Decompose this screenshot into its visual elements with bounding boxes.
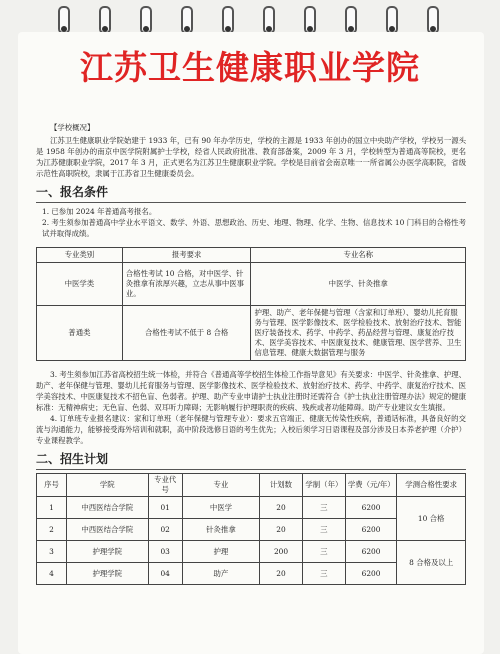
table-cell: 合格性考试不低于 8 合格 xyxy=(122,306,251,361)
table-header-cell: 专业类别 xyxy=(37,248,123,263)
table-header-cell: 学院 xyxy=(67,474,149,497)
section-heading-requirements: 一、报名条件 xyxy=(36,185,109,199)
table-header-cell: 学测合格性要求 xyxy=(397,474,466,497)
table-header-cell: 序号 xyxy=(37,474,67,497)
table-cell: 02 xyxy=(148,519,182,541)
binder-ring xyxy=(263,6,275,34)
requirement-item: 2. 考生须参加普通高中学业水平语文、数学、外语、思想政治、历史、地理、物理、化学、生物、信息技术 10 门科目的合格性考试并取得成绩。 xyxy=(42,218,466,238)
table-cell: 中西医结合学院 xyxy=(67,497,149,519)
table-header-cell: 学费（元/年） xyxy=(345,474,396,497)
binder-ring xyxy=(222,6,234,34)
page-title: 江苏卫生健康职业学院 xyxy=(80,48,420,87)
requirement-note: 3. 考生须参加江苏省高校招生统一体检，并符合《普通高等学校招生体检工作指导意见》有关要求：中医学、针灸推拿、护理、助产、老年保健与管理、婴幼儿托育服务与管理、医学影像技术、医学检验技术、放射治疗技术、药学、中药学、康复治疗技术、医学美容技术、中医康复技术不招色盲、色弱者。护理、助产专业申请护士执业注册时还需符合《护士执业注册管理办法》规定的健康标准：无精神病史；无色盲、色弱、双耳听力障碍；无影响履行护理职责的疾病、残疾或者功能障碍。助产专业建议女生填报。 xyxy=(36,370,466,412)
binder-ring xyxy=(181,6,193,34)
requirement-item: 1. 已参加 2024 年普通高考报名。 xyxy=(42,207,157,216)
requirement-note: 4. 订单班专业报名建议：家和订单班（老年保健与管理专业）：要求五官端正、健康无传染性疾病，普通话标准，具备良好的交流与沟通能力，能够接受海外培训和就职，高中阶段选修日语的考生优先；入校后须学习日语课程及部分涉及日本养老护理（介护）专业课程教学。 xyxy=(36,414,466,445)
table-header-row xyxy=(37,248,466,263)
table-cell: 三 xyxy=(302,541,345,563)
table-header-cell: 计划数 xyxy=(260,474,303,497)
binder-ring xyxy=(140,6,152,34)
table-cell: 1 xyxy=(37,497,67,519)
table-cell: 中西医结合学院 xyxy=(67,519,149,541)
table-cell: 护理学院 xyxy=(67,541,149,563)
table-cell: 6200 xyxy=(345,519,396,541)
table-cell: 04 xyxy=(148,563,182,585)
table-cell: 中医学 xyxy=(182,497,259,519)
table-header-cell: 报考要求 xyxy=(122,248,251,263)
table-row xyxy=(37,263,466,306)
table-cell: 8 合格及以上 xyxy=(397,541,466,585)
table-cell: 合格性考试 10 合格，对中医学、针灸推拿有浓厚兴趣，立志从事中医事业。 xyxy=(122,263,251,306)
table-cell: 01 xyxy=(148,497,182,519)
intro-label: 【学校概况】 xyxy=(50,123,95,132)
table-header-row xyxy=(37,474,466,497)
binder-ring xyxy=(427,6,439,34)
table-cell: 中医学类 xyxy=(37,263,123,306)
table-cell: 03 xyxy=(148,541,182,563)
table-cell: 20 xyxy=(260,519,303,541)
table-header-cell: 学制（年） xyxy=(302,474,345,497)
table-header-cell: 专业名称 xyxy=(251,248,466,263)
table-cell: 2 xyxy=(37,519,67,541)
table-header-cell: 专业 xyxy=(182,474,259,497)
table-cell: 6200 xyxy=(345,563,396,585)
table-cell: 20 xyxy=(260,497,303,519)
binder-ring xyxy=(304,6,316,34)
table-cell: 20 xyxy=(260,563,303,585)
table-cell: 三 xyxy=(302,497,345,519)
table-row xyxy=(37,541,466,563)
table-cell: 护理学院 xyxy=(67,563,149,585)
table-cell: 三 xyxy=(302,563,345,585)
table-cell: 护理、助产、老年保健与管理（含家和订单班）、婴幼儿托育服务与管理、医学影像技术、医学检验技术、放射治疗技术、智能医疗装备技术、药学、中药学、药品经营与管理、康复治疗技术、医学美容技术、中医康复技术、健康管理、医学营养、卫生信息管理、健康大数据管理与服务 xyxy=(251,306,466,361)
binder-ring xyxy=(58,6,70,34)
intro-paragraph: 江苏卫生健康职业学院始建于 1933 年，已有 90 年办学历史，学校的主源是 1933 年创办的国立中央助产学校，学校另一源头是 1958 年创办的南京中医学院附属护士学校，经省人民政府批准、教育部备案，2009 年 3 月，学校转型为普通高等院校，更名为江苏健康职业学院，2017 年 3 月，正式更名为江苏卫生健康职业学院。学校是目前省会南京唯一一所省属公办医学高职院，省级示范性高职院校，隶属于江苏省卫生健康委员会。 xyxy=(36,136,466,178)
enrollment-plan-table xyxy=(36,473,466,585)
section-heading-plan: 二、招生计划 xyxy=(36,452,109,466)
binder-ring xyxy=(99,6,111,34)
table-cell: 针灸推拿 xyxy=(182,519,259,541)
table-row xyxy=(37,497,466,519)
table-cell: 中医学、针灸推拿 xyxy=(251,263,466,306)
table-cell: 三 xyxy=(302,519,345,541)
table-cell: 3 xyxy=(37,541,67,563)
table-cell: 4 xyxy=(37,563,67,585)
table-cell: 10 合格 xyxy=(397,497,466,541)
table-cell: 200 xyxy=(260,541,303,563)
table-cell: 助产 xyxy=(182,563,259,585)
section-divider xyxy=(36,202,466,203)
table-cell: 普通类 xyxy=(37,306,123,361)
requirements-table xyxy=(36,247,466,361)
binder-ring xyxy=(386,6,398,34)
table-row xyxy=(37,306,466,361)
table-cell: 6200 xyxy=(345,541,396,563)
section-divider xyxy=(36,469,466,470)
table-header-cell: 专业代号 xyxy=(148,474,182,497)
document-body xyxy=(36,122,466,585)
table-cell: 6200 xyxy=(345,497,396,519)
table-cell: 护理 xyxy=(182,541,259,563)
binder-ring xyxy=(345,6,357,34)
